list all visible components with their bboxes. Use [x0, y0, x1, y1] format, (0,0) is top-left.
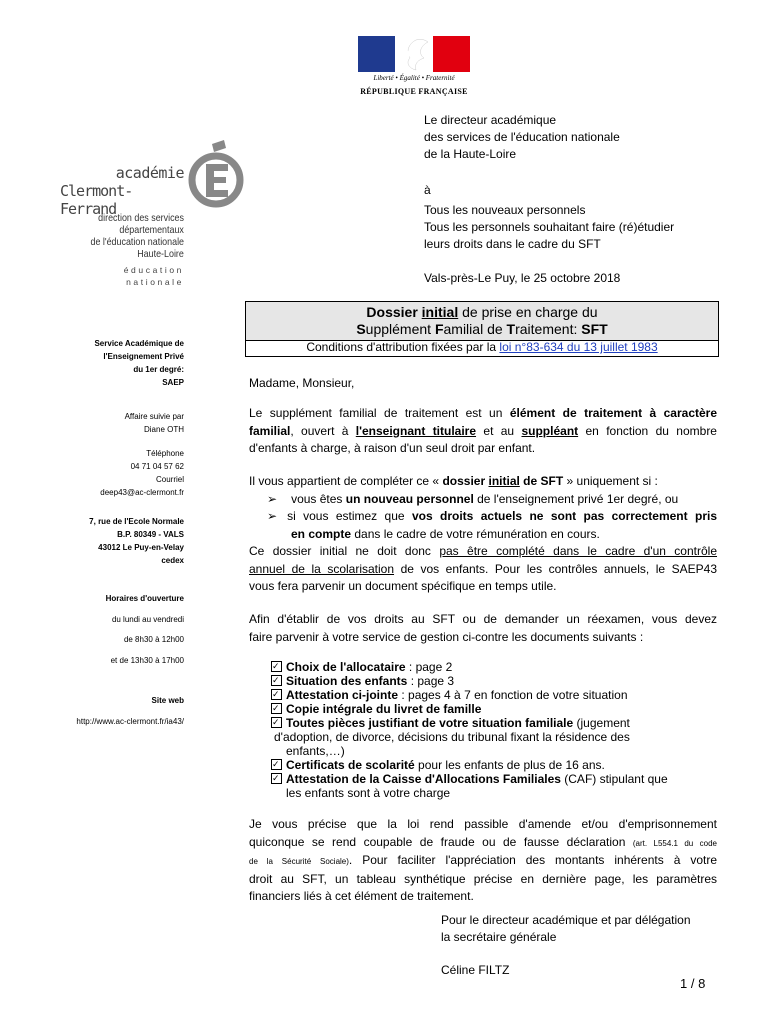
paragraph-5: Je vous précise que la loi rend passible d'amende et/ou d'emprisonnement quiconque se rend coupable de fraude ou de fausse déclaration (art. L554.1 du code de la Sécurité Sociale). Pour faciliter l'appréciation des montants inhérents à votre droit au SFT, un tableau synthétique précise en dernière page, les paramètres financiers liés à cet élément de traitement.: [249, 817, 717, 903]
checkbox-icon: [271, 689, 282, 700]
checklist-item: ✓Situation des enfants : page 3: [271, 674, 717, 688]
sidebar-service: Service Académique de l'Enseignement Privé du 1er degré: SAEP: [94, 339, 184, 387]
sidebar-web-link[interactable]: http://www.ac-clermont.fr/ia43/: [76, 717, 184, 726]
sidebar-affaire: Affaire suivie par Diane OTH: [124, 412, 184, 434]
checkbox-icon: [271, 661, 282, 672]
direction-line-4: Haute-Loire: [137, 248, 184, 260]
recipients-block: Tous les nouveaux personnels Tous les personnels souhaitant faire (ré)étudier leurs droits dans le cadre du SFT: [424, 203, 675, 251]
direction-line-1: direction des services: [98, 212, 184, 224]
academie-label: académie: [115, 164, 184, 182]
paragraph-3: Ce dossier initial ne doit donc pas être complété dans le cadre d'un contrôle annuel de la scolarisation de vos enfants. Pour les contrôles annuels, le SAEP43 vous fera parvenir un document spécifique en temps utile.: [249, 544, 718, 593]
sidebar-hours-1: du lundi au vendredi: [111, 615, 184, 624]
signature-block: Pour le directeur académique et par délégation la secrétaire générale: [441, 913, 691, 944]
sidebar-email: Courriel deep43@ac-clermont.fr: [100, 475, 184, 497]
sidebar-hours-3: et de 13h30 à 17h00: [110, 656, 184, 665]
republique-francaise-logo: [358, 36, 470, 102]
conditions-line: Conditions d'attribution fixées par la loi n°83-634 du 13 juillet 1983: [245, 339, 719, 357]
sidebar-web-label: Site web: [151, 696, 184, 705]
paragraph-4: Afin d'établir de vos droits au SFT ou de demander un réexamen, vous devez faire parvenir à votre service de gestion ci-contre les documents suivants :: [249, 612, 717, 644]
sidebar-address: 7, rue de l'Ecole Normale B.P. 80349 - VALS 43012 Le Puy-en-Velay cedex: [89, 517, 184, 565]
checkbox-icon: [271, 717, 282, 728]
documents-checklist: ✓Choix de l'allocataire : page 2 ✓Situation des enfants : page 3 ✓Attestation ci-jointe : pages 4 à 7 en fonction de votre situation ✓Copie intégrale du livret de famille ✓Toutes pièces justifiant de votre situation familiale (jugement d'adoption, de divorce, décisions du tribunal fixant la résidence des enfants,…) ✓Certificats de scolarité pour les enfants de plus de 16 ans. ✓Attestation de la Caisse d'Allocations Familiales (CAF) stipulant que les enfants sont à votre charge: [271, 660, 717, 800]
academie-logo: [60, 140, 240, 290]
title-line-2: Supplément Familial de Traitement: SFT: [356, 321, 608, 337]
checklist-item: ✓Copie intégrale du livret de famille: [271, 702, 717, 716]
checklist-item: ✓Toutes pièces justifiant de votre situation familiale (jugement: [271, 716, 717, 730]
paragraph-2: Il vous appartient de compléter ce « dossier initial de SFT » uniquement si : ➢ vous êtes un nouveau personnel de l'enseignement privé 1er degré, ou ➢ si vous estimez que vos droits actuels ne sont pas correctement pris en compte dans le cadre de votre rémunération en cours.: [249, 474, 717, 541]
bullet-2: ➢ si vous estimez que vos droits actuels ne sont pas correctement pris: [267, 509, 717, 523]
checklist-item: ✓Choix de l'allocataire : page 2: [271, 660, 717, 674]
to-label: à: [424, 183, 431, 197]
signer-name: Céline FILTZ: [441, 963, 510, 977]
checklist-item: ✓Attestation de la Caisse d'Allocations Familiales (CAF) stipulant que: [271, 772, 717, 786]
direction-line-3: de l'éducation nationale: [90, 236, 184, 248]
greeting: Madame, Monsieur,: [249, 376, 355, 390]
sidebar-hours-label: Horaires d'ouverture: [105, 594, 184, 603]
bullet-1: ➢ vous êtes un nouveau personnel de l'enseignement privé 1er degré, ou: [267, 491, 679, 506]
law-link[interactable]: loi n°83-634 du 13 juillet 1983: [499, 340, 658, 354]
sender-block: Le directeur académique des services de l'éducation nationale de la Haute-Loire: [424, 113, 620, 161]
page-number: 1 / 8: [680, 976, 706, 991]
checkbox-icon: [271, 703, 282, 714]
education-nationale: éducation nationale: [123, 265, 184, 287]
academie-city: Clermont-Ferrand: [60, 182, 133, 218]
letter-date: Vals-près-Le Puy, le 25 octobre 2018: [424, 271, 621, 285]
checklist-item: ✓Attestation ci-jointe : pages 4 à 7 en fonction de votre situation: [271, 688, 717, 702]
direction-line-2: départementaux: [119, 224, 184, 236]
republic-motto: Liberté • Égalité • Fraternité: [373, 74, 455, 82]
checkbox-icon: [271, 773, 282, 784]
checklist-item: ✓Certificats de scolarité pour les enfants de plus de 16 ans.: [271, 758, 717, 772]
sidebar-hours-2: de 8h30 à 12h00: [123, 635, 184, 644]
academie-e-icon: [188, 140, 244, 210]
paragraph-1: Le supplément familial de traitement est un élément de traitement à caractère familial, ouvert à l'enseignant titulaire et au suppléant en fonction du nombre d'enfants à charge, à raison d'un seul droit par enfant.: [249, 406, 718, 455]
document-title: Dossier initial de prise en charge du Supplément Familial de Traitement: SFT: [245, 301, 719, 341]
republic-name: RÉPUBLIQUE FRANÇAISE: [360, 87, 468, 96]
marianne-flag-icon: [358, 36, 470, 72]
checkbox-icon: [271, 759, 282, 770]
checkbox-icon: [271, 675, 282, 686]
sidebar-phone: Téléphone 04 71 04 57 62: [130, 449, 184, 471]
